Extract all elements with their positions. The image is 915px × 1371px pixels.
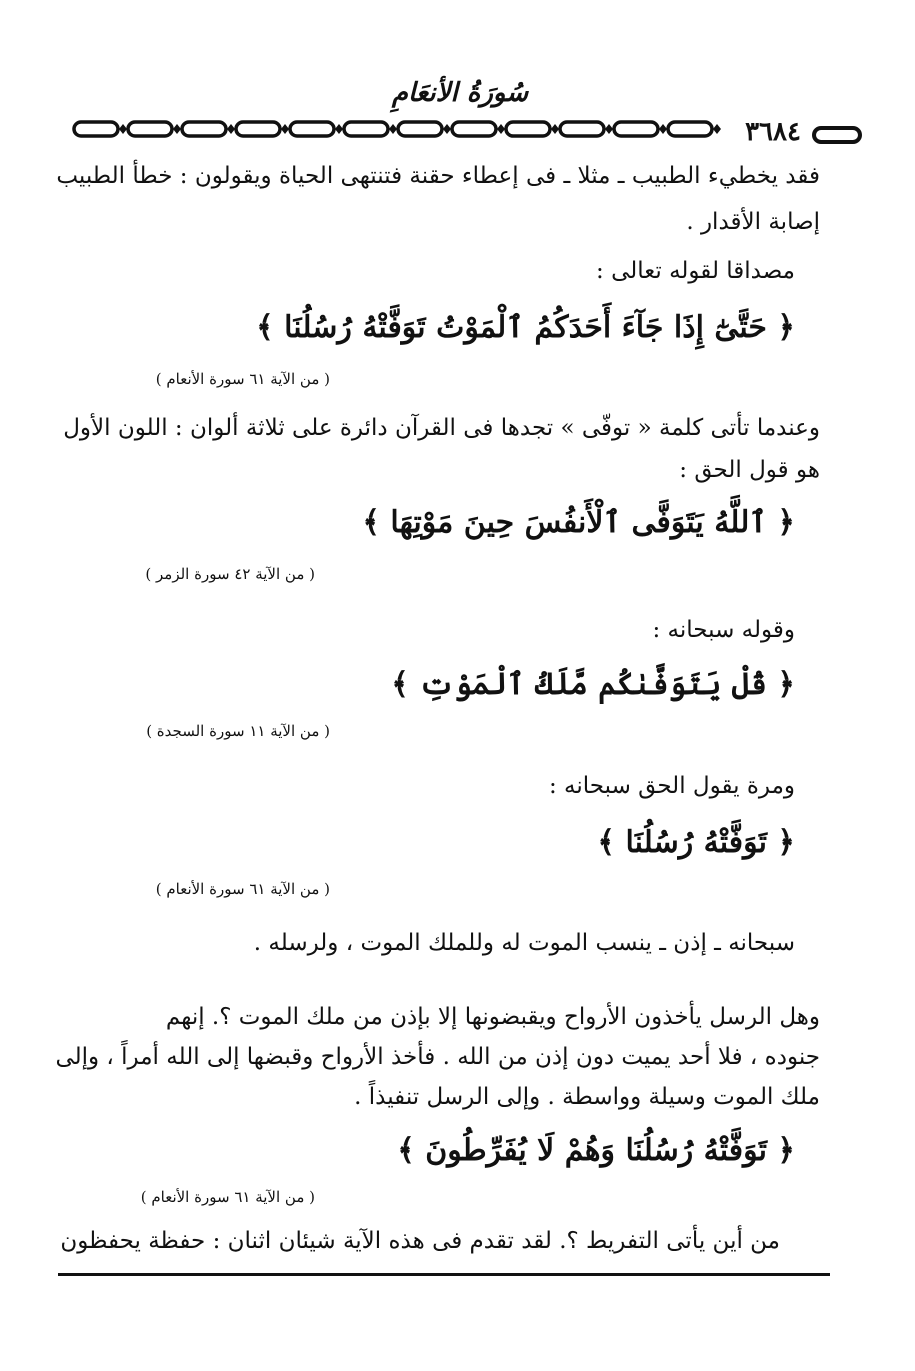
page-number: ٣٦٨٤	[745, 117, 801, 147]
paragraph-line: من أين يأتى التفريط ؟. لقد تقدم فى هذه الآية شيئان اثنان : حفظة يحفظون	[60, 1228, 780, 1254]
ornament-pill	[344, 122, 388, 136]
ornament-pill	[398, 122, 442, 136]
quran-verse	[397, 1133, 795, 1168]
footer-rule	[58, 1273, 830, 1276]
verse-reference: ( من الآية ١١ سورة السجدة )	[146, 722, 330, 740]
surah-title: سُورَةُ الأنعَامِ	[391, 78, 529, 108]
ornament-pill	[74, 122, 118, 136]
verse-reference: ( من الآية ٤٢ سورة الزمر )	[145, 565, 315, 583]
verse-text: ٱللَّهُ يَتَوَفَّى ٱلْأَنفُسَ حِينَ مَوْتِهَا	[390, 505, 767, 540]
ornament-pill	[128, 122, 172, 136]
verse-text: تَوَفَّتْهُ رُسُلُنَا وَهُمْ لَا يُفَرِّطُونَ	[425, 1133, 767, 1168]
ornament-diamond	[389, 124, 397, 134]
ornament-pill	[506, 122, 550, 136]
verse-text: تَوَفَّتْهُ رُسُلُنَا	[625, 825, 767, 860]
verse-bracket-close: ﴾	[391, 667, 409, 702]
ornament-pill	[560, 122, 604, 136]
ornament-diamond	[497, 124, 505, 134]
verse-text: قُلْ يَتَوَفَّىٰكُم مَّلَكُ ٱلْمَوْتِ	[419, 667, 767, 702]
quran-verse	[362, 505, 795, 540]
verse-bracket-open: ﴿	[777, 505, 795, 540]
quran-verse	[391, 667, 795, 702]
verse-reference: ( من الآية ٦١ سورة الأنعام )	[155, 880, 330, 898]
ornament-diamond	[281, 124, 289, 134]
ornament-diamond	[551, 124, 559, 134]
ornament-diamond	[713, 124, 721, 134]
paragraph-line: سبحانه ـ إذن ـ ينسب الموت له وللملك الموت ، ولرسله .	[253, 930, 795, 956]
ornament-diamond	[335, 124, 343, 134]
ornament-diamond	[443, 124, 451, 134]
ornament-diamond	[605, 124, 613, 134]
verse-bracket-close: ﴾	[597, 825, 615, 860]
ornament-pill	[290, 122, 334, 136]
ornament-pill	[236, 122, 280, 136]
paragraph-line: ومرة يقول الحق سبحانه :	[548, 773, 795, 799]
ornament-pill	[182, 122, 226, 136]
ornament-pill	[614, 122, 658, 136]
verse-bracket-close: ﴾	[397, 1133, 415, 1168]
paragraph-line: جنوده ، فلا أحد يميت دون إذن من الله . فأخذ الأرواح وقبضها إلى الله أمراً ، وإلى	[55, 1044, 820, 1070]
paragraph-line: فقد يخطيء الطبيب ـ مثلا ـ فى إعطاء حقنة فتنتهى الحياة ويقولون : خطأ الطبيب	[56, 163, 820, 189]
paragraph-line: هو قول الحق :	[679, 457, 820, 483]
ornament-diamond	[119, 124, 127, 134]
verse-bracket-open: ﴿	[777, 825, 795, 860]
verse-text: حَتَّىٰٓ إِذَا جَآءَ أَحَدَكُمُ ٱلْمَوْتُ تَوَفَّتْهُ رُسُلُنَا	[284, 310, 767, 345]
verse-bracket-close: ﴾	[256, 310, 274, 345]
paragraph-line: وهل الرسل يأخذون الأرواح ويقبضونها إلا بإذن من ملك الموت ؟. إنهم	[165, 1004, 820, 1030]
ornament-diamond	[227, 124, 235, 134]
ornament-diamond	[659, 124, 667, 134]
ornament-end-cap	[812, 125, 862, 149]
quran-verse	[256, 310, 795, 345]
header-ornament-border	[72, 118, 730, 140]
ornament-diamond	[173, 124, 181, 134]
paragraph-line: وعندما تأتى كلمة « توفّى » تجدها فى القرآن دائرة على ثلاثة ألوان : اللون الأول	[63, 415, 820, 441]
paragraph-line: مصداقا لقوله تعالى :	[596, 258, 795, 284]
ornament-pill	[668, 122, 712, 136]
verse-bracket-open: ﴿	[777, 310, 795, 345]
verse-bracket-close: ﴾	[362, 505, 380, 540]
paragraph-line: ملك الموت وسيلة وواسطة . وإلى الرسل تنفيذاً .	[354, 1084, 820, 1110]
verse-bracket-open: ﴿	[777, 1133, 795, 1168]
paragraph-line: وقوله سبحانه :	[652, 617, 795, 643]
paragraph-line: إصابة الأقدار .	[686, 209, 820, 235]
ornament-pill	[452, 122, 496, 136]
quran-verse	[597, 825, 795, 860]
ornament-chain	[72, 118, 730, 140]
verse-bracket-open: ﴿	[777, 667, 795, 702]
verse-reference: ( من الآية ٦١ سورة الأنعام )	[155, 370, 330, 388]
verse-reference: ( من الآية ٦١ سورة الأنعام )	[140, 1188, 315, 1206]
